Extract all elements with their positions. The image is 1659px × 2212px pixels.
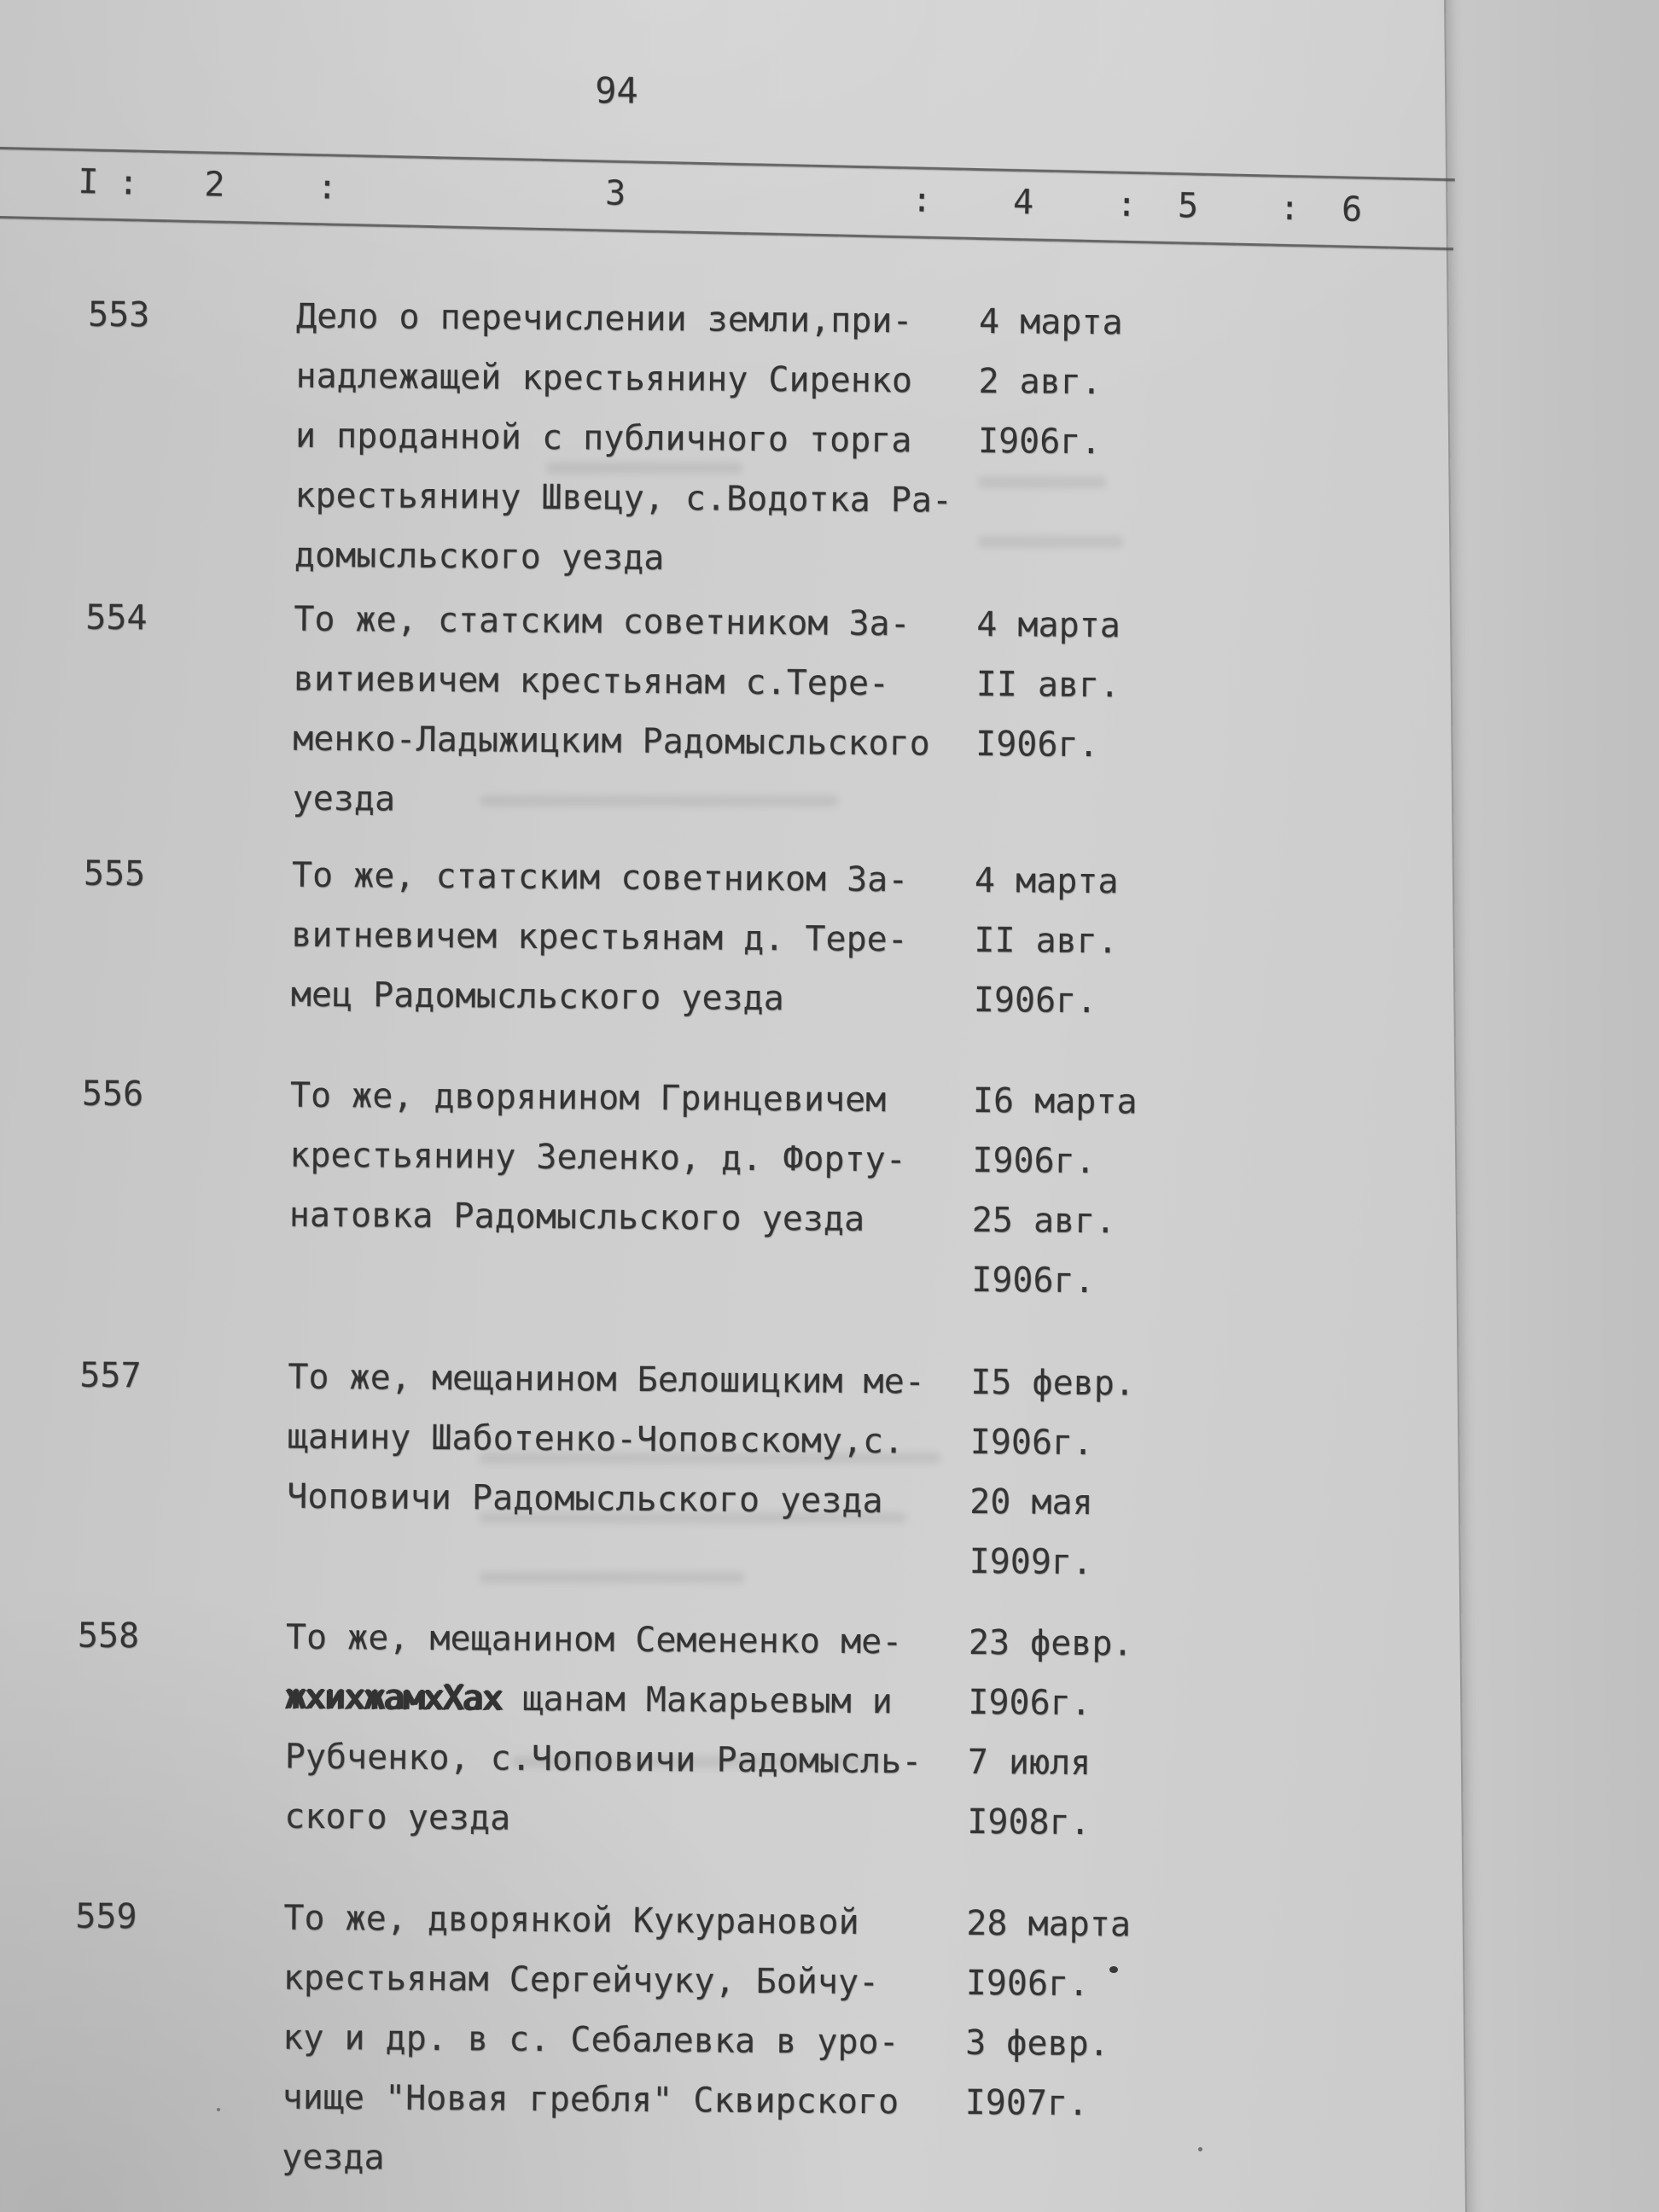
case-number: 555 — [83, 853, 146, 894]
entry-date-line: I909г. — [969, 1541, 1093, 1583]
entry-date-line: I906г. — [969, 1422, 1094, 1464]
header-column-5: 5 — [1177, 186, 1199, 226]
entry-text-line: ку и др. в с. Себалевка в уро- — [282, 2017, 899, 2063]
entry-text-line: крестьянину Швецу, с.Водотка Ра- — [294, 475, 953, 521]
entry-date-line: I6 марта — [972, 1080, 1138, 1122]
entry-date-line: I907г. — [964, 2082, 1089, 2124]
entry-date-line: 2 авг. — [978, 362, 1103, 403]
table-header — [0, 147, 1455, 250]
entry-date-line: 4 марта — [978, 302, 1123, 343]
ink-speck — [128, 879, 131, 882]
entry-date-line: 20 мая — [969, 1481, 1093, 1523]
entry-date-line: I906г. — [973, 980, 1097, 1022]
ink-speck — [1109, 1966, 1118, 1973]
entry-date-line: I5 февр. — [970, 1362, 1136, 1404]
header-column-6: 6 — [1341, 189, 1363, 230]
entry-text-line: уезда — [281, 2137, 385, 2178]
entry-553 — [0, 294, 1656, 579]
entry-date-line: 28 марта — [966, 1903, 1132, 1945]
header-column-separator: : — [316, 167, 338, 207]
entry-text-line: То же, дворянкой Кукурановой — [283, 1898, 859, 1942]
entry-date-line: 7 июля — [967, 1742, 1091, 1784]
entry-date-line: 23 февр. — [968, 1622, 1133, 1664]
entry-text-line: То же, дворянином Гринцевичем — [289, 1075, 887, 1121]
case-number: 553 — [87, 294, 150, 335]
entry-date-line: I906г. — [971, 1260, 1095, 1301]
header-column-separator: : — [1115, 184, 1138, 225]
header-column-2: 2 — [203, 165, 225, 205]
entry-text-line: Рубченко, с.Чоповичи Радомысль- — [284, 1737, 923, 1782]
entry-555 — [0, 853, 1652, 1022]
entry-text-line: витневичем крестьянам д. Тере- — [291, 915, 909, 960]
entry-text-line: витиевичем крестьянам с.Тере- — [293, 659, 890, 704]
header-rule-bottom — [0, 216, 1453, 250]
entry-date-line: I908г. — [967, 1802, 1091, 1843]
case-number: 557 — [79, 1355, 142, 1396]
header-column-separator: : — [911, 180, 933, 220]
header-column-3: 3 — [604, 173, 626, 214]
entry-558 — [0, 1615, 1646, 1843]
page-number: 94 — [594, 69, 638, 112]
entry-text-line: То же, мещанином Семененко ме- — [285, 1617, 903, 1662]
entry-date-line: I906г. — [977, 422, 1102, 463]
header-column-I: I — [77, 162, 99, 202]
entry-text-line: надлежащей крестьянину Сиренко — [295, 356, 913, 401]
entry-text-line: крестьянину Зеленко, д. Форту- — [289, 1135, 907, 1180]
entry-text-line: чище "Новая гребля" Сквирского — [282, 2077, 899, 2122]
entry-text-line: То же, статским советником За- — [294, 599, 911, 644]
entry-text-line: То же, мещанином Белошицким ме- — [288, 1357, 926, 1402]
case-number: 559 — [75, 1896, 137, 1937]
header-column-separator: : — [117, 163, 139, 203]
entry-559 — [0, 1896, 1644, 2178]
entry-text-line: ского уезда — [284, 1796, 511, 1838]
entry-554 — [0, 597, 1654, 819]
entry-text-line: менко-Ладыжицким Радомысльского — [293, 719, 930, 764]
entry-date-line: II авг. — [975, 665, 1121, 706]
entry-date-line: 3 февр. — [965, 2023, 1109, 2064]
ink-speck — [217, 2108, 220, 2111]
entry-text-line: и проданной с публичного торга — [294, 416, 912, 461]
entry-557 — [0, 1355, 1648, 1583]
entry-text-line: уезда — [292, 778, 396, 819]
entry-date-line: I906г. — [975, 725, 1099, 765]
entry-date-line: 4 марта — [976, 605, 1121, 646]
header-column-separator: : — [1278, 188, 1301, 229]
entry-date-line: I906г. — [972, 1140, 1097, 1182]
entry-text-line: То же, статским советником За- — [291, 855, 909, 900]
entry-text-line: домысльского уезда — [294, 535, 665, 579]
case-number: 554 — [85, 597, 148, 638]
entry-text-line: крестьянам Сергейчуку, Бойчу- — [282, 1958, 880, 2003]
entry-text-line: жхихжамхХах щанам Макарьевым и — [285, 1677, 894, 1722]
entry-date-line: 25 авг. — [971, 1200, 1116, 1242]
entry-text-line: натовка Радомысльского уезда — [288, 1195, 865, 1240]
entry-text-line: Чоповичи Радомысльского уезда — [287, 1476, 883, 1522]
entry-date-line: I906г. — [968, 1682, 1092, 1724]
entry-date-line: II авг. — [974, 920, 1119, 962]
case-number: 558 — [77, 1615, 140, 1656]
entry-text-line: мец Радомысльского уезда — [290, 975, 784, 1019]
entry-556 — [0, 1074, 1650, 1301]
case-number: 556 — [81, 1074, 144, 1115]
entry-date-line: I906г. — [965, 1963, 1090, 2005]
entry-text-line: Дело о перечислении земли,при- — [295, 296, 913, 341]
header-column-4: 4 — [1012, 182, 1034, 223]
entry-text-line: щанину Шаботенко-Чоповскому,с. — [287, 1417, 905, 1462]
overstruck-text: жхихжамхХах — [285, 1677, 503, 1719]
ink-speck — [1198, 2147, 1202, 2151]
entry-date-line: 4 марта — [974, 861, 1119, 902]
